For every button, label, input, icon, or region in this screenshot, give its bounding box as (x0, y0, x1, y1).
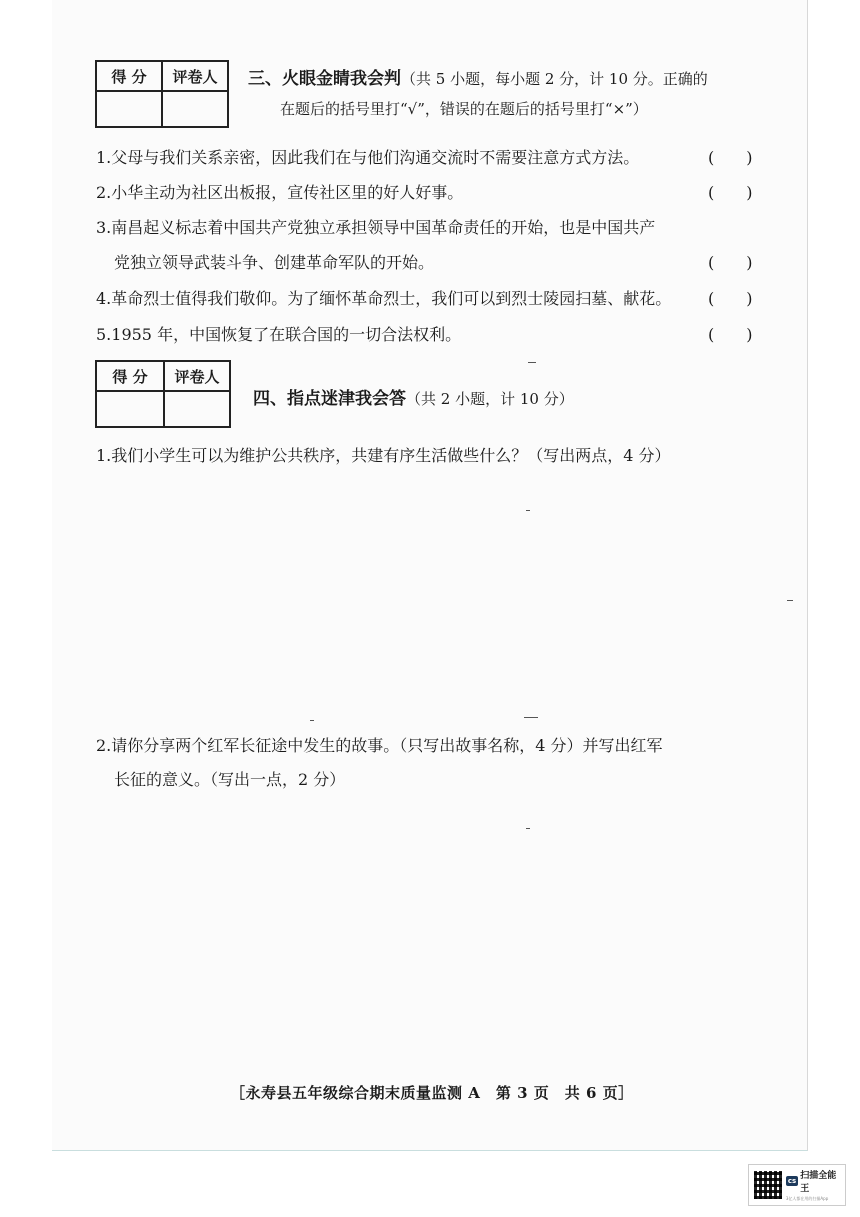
score-cell[interactable] (96, 91, 162, 127)
s4-answer-area-2[interactable] (96, 800, 776, 1060)
s3-answer-1[interactable]: ( ) (708, 148, 753, 167)
section4-title (253, 384, 574, 409)
s3-item-2: 2.小华主动为社区出板报，宣传社区里的好人好事。 (96, 183, 464, 202)
page-footer: ［永寿县五年级综合期末质量监测 A 第 3 页 共 6 页］ (230, 1084, 634, 1102)
scan-speck (526, 828, 530, 829)
s4-question-2-line1: 2.请你分享两个红军长征途中发生的故事。（只写出故事名称，4 分）并写出红军 (96, 736, 663, 755)
cs-logo-icon: cs (787, 1177, 797, 1185)
scanner-name: 扫描全能王 (800, 1171, 837, 1194)
scanner-badge (748, 1164, 846, 1206)
section3-title (248, 64, 708, 89)
section3-note-line1: （共 5 小题，每小题 2 分，计 10 分。正确的 (401, 70, 708, 88)
s4-answer-area-1[interactable] (96, 470, 776, 700)
s4-question-2-line2: 长征的意义。（写出一点，2 分） (114, 770, 346, 789)
grader-label: 评卷人 (162, 61, 228, 91)
s3-item-3: 3.南昌起义标志着中国共产党独立承担领导中国革命责任的开始，也是中国共产 (96, 218, 656, 237)
s3-answer-5[interactable]: ( ) (708, 325, 753, 344)
score-label-2: 得 分 (96, 361, 164, 391)
grader-cell-2[interactable] (164, 391, 230, 427)
section4-heading: 四、指点迷津我会答 (253, 389, 406, 409)
qr-code-icon (754, 1171, 782, 1199)
grader-label-2: 评卷人 (164, 361, 230, 391)
score-box (95, 60, 229, 128)
scan-speck (310, 720, 314, 721)
grader-cell[interactable] (162, 91, 228, 127)
s3-answer-3[interactable]: ( ) (708, 253, 753, 272)
section3-heading: 三、火眼金睛我会判 (248, 69, 401, 89)
scan-speck (524, 717, 538, 718)
section3-note-line2: 在题后的括号里打“√”，错误的在题后的括号里打“×”） (280, 100, 648, 118)
s3-answer-4[interactable]: ( ) (708, 289, 753, 308)
s4-question-1: 1.我们小学生可以为维护公共秩序，共建有序生活做些什么？（写出两点，4 分） (96, 446, 671, 465)
scanner-tagline: 3亿人都在用的扫描App (785, 1196, 829, 1201)
scanner-logo (786, 1168, 845, 1194)
score-cell-2[interactable] (96, 391, 164, 427)
s3-item-5: 5.1955 年，中国恢复了在联合国的一切合法权利。 (96, 325, 462, 344)
s3-answer-2[interactable]: ( ) (708, 183, 753, 202)
score-box-2 (95, 360, 231, 428)
s3-item-4: 4.革命烈士值得我们敬仰。为了缅怀革命烈士，我们可以到烈士陵园扫墓、献花。 (96, 289, 672, 308)
scan-speck (526, 510, 530, 511)
score-label: 得 分 (96, 61, 162, 91)
s3-item-3-cont: 党独立领导武装斗争、创建革命军队的开始。 (114, 253, 435, 272)
section4-note: （共 2 小题，计 10 分） (406, 390, 574, 408)
scan-speck (787, 600, 793, 601)
s3-item-1: 1.父母与我们关系亲密，因此我们在与他们沟通交流时不需要注意方式方法。 (96, 148, 640, 167)
scan-speck (528, 362, 536, 363)
